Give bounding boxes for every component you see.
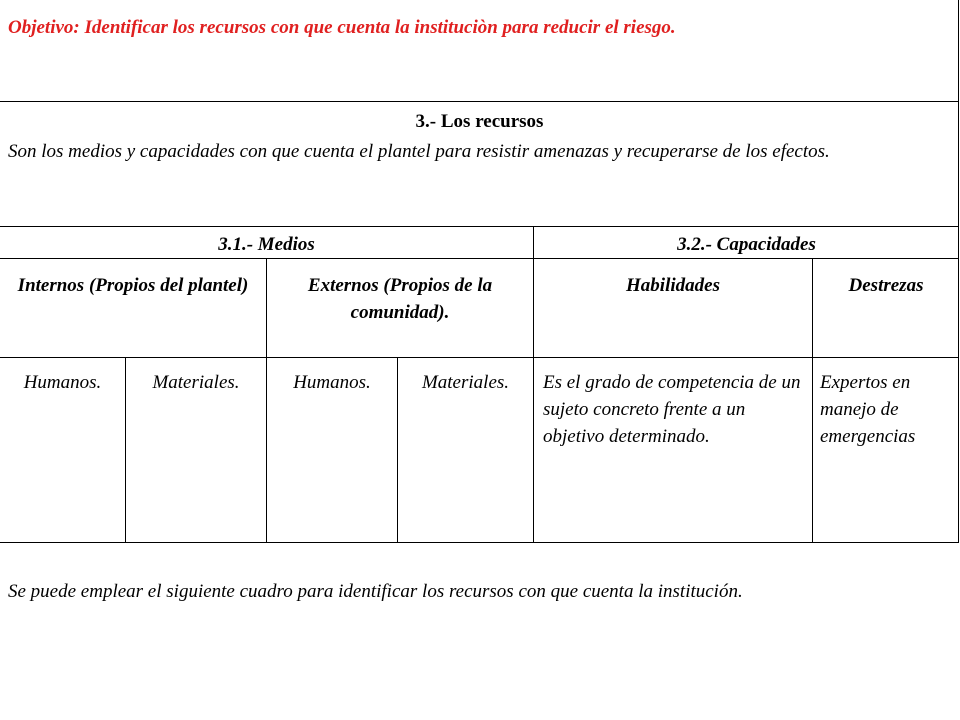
resources-title: 3.- Los recursos xyxy=(415,111,544,132)
row-divider xyxy=(0,357,959,358)
footer-note: Se puede emplear el siguiente cuadro para identificar los recursos con que cuenta la institución. xyxy=(8,581,743,602)
column-divider xyxy=(812,258,813,543)
cell-externos-humanos: Humanos. xyxy=(293,372,371,393)
cell-internos-humanos: Humanos. xyxy=(23,372,102,393)
cell-destrezas: Expertos en manejo de emergencias xyxy=(820,372,916,447)
header-capacidades: 3.2.- Capacidades xyxy=(677,234,816,255)
cell-externos-materiales: Materiales. xyxy=(421,372,510,393)
header-externos: Externos (Propios de la comunidad). xyxy=(307,275,493,323)
header-medios: 3.1.- Medios xyxy=(218,234,315,255)
objective-text: Objetivo: Identificar los recursos con que cuenta la instituciòn para reducir el riesgo. xyxy=(8,17,676,38)
row-divider xyxy=(0,258,959,259)
cell-habilidades: Es el grado de competencia de un sujeto concreto frente a un objetivo determinado. xyxy=(543,372,801,447)
resources-definition: Son los medios y capacidades con que cuenta el plantel para resistir amenazas y recuperarse de los efectos. xyxy=(8,141,830,162)
row-divider xyxy=(0,101,959,102)
header-habilidades: Habilidades xyxy=(626,275,720,296)
header-internos: Internos (Propios del plantel) xyxy=(17,275,249,296)
row-divider xyxy=(0,226,959,227)
cell-internos-materiales: Materiales. xyxy=(152,372,240,393)
header-destrezas: Destrezas xyxy=(848,275,924,296)
column-divider xyxy=(266,258,267,543)
